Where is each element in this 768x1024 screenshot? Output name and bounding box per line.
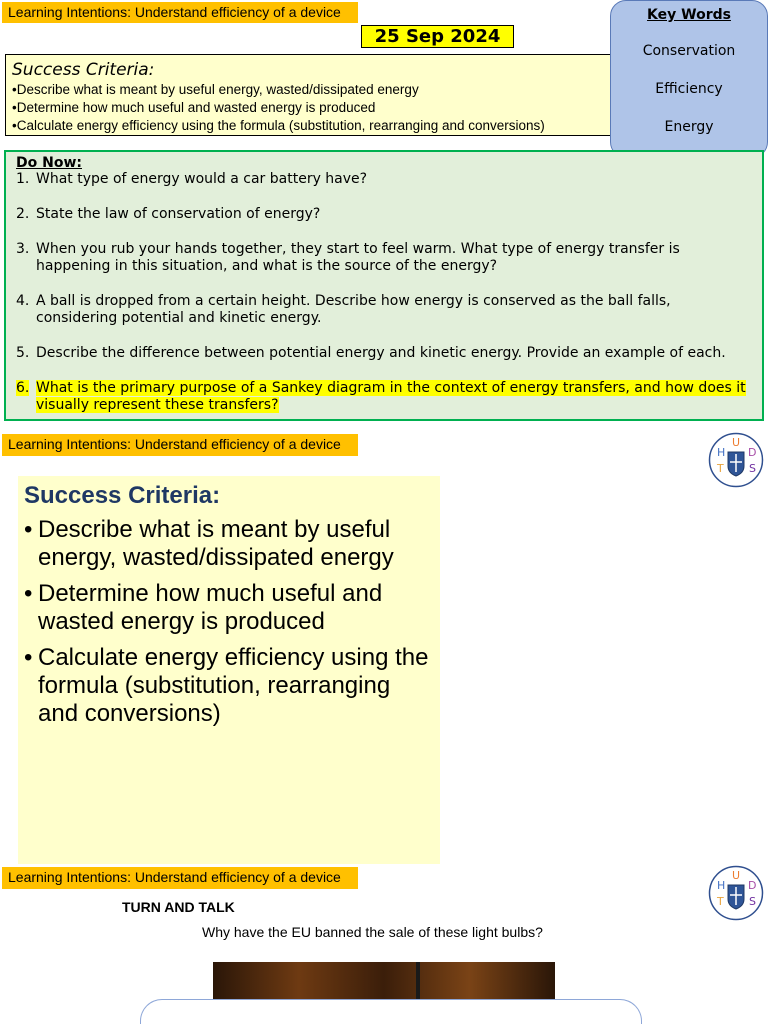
school-logo-icon xyxy=(708,432,764,488)
success-criteria-title: Success Criteria: xyxy=(24,482,221,509)
learning-intention-banner: Learning Intentions: Understand efficiency of a device xyxy=(2,434,358,456)
question-text: What type of energy would a car battery have? xyxy=(36,171,368,187)
do-now-questions xyxy=(16,171,754,414)
success-criteria-item: •Calculate energy efficiency using the formula (substitution, rearranging and conversions) xyxy=(12,118,545,133)
success-criteria-item: •Determine how much useful and wasted energy is produced xyxy=(12,100,376,115)
question-text: When you rub your hands together, they start to feel warm. What type of energy transfer is happening in this situation, and what is the source of the energy? xyxy=(36,241,680,274)
question-number: 3. xyxy=(16,241,30,257)
learning-intention-banner: Learning Intentions: Understand efficiency of a device xyxy=(2,867,358,889)
bullet-icon: • xyxy=(24,516,33,543)
key-word-item: Energy xyxy=(664,119,714,135)
do-now-question xyxy=(16,241,754,275)
success-criteria-text: Calculate energy efficiency using the formula (substitution, rearranging and conversions) xyxy=(38,644,429,727)
question-number: 5. xyxy=(16,345,30,361)
key-words-box xyxy=(610,0,768,158)
do-now-question xyxy=(16,206,754,223)
logo-letter: S xyxy=(749,895,756,908)
key-word-item: Conservation xyxy=(642,43,736,59)
logo-letter: T xyxy=(717,462,724,475)
do-now-question xyxy=(16,171,754,188)
success-criteria-item xyxy=(24,516,434,572)
learning-intention-banner: Learning Intentions: Understand efficiency of a device xyxy=(2,2,358,23)
question-number: 4. xyxy=(16,293,30,309)
light-bulbs-image xyxy=(213,962,555,1002)
logo-letter: H xyxy=(717,446,726,459)
logo-letter: D xyxy=(748,879,757,892)
do-now-title: Do Now: xyxy=(16,155,82,171)
question-number: 2. xyxy=(16,206,30,222)
success-criteria-text: Describe what is meant by useful energy, wasted/dissipated energy xyxy=(38,516,394,571)
do-now-question-highlighted xyxy=(16,380,754,414)
question-number: 1. xyxy=(16,171,30,187)
question-text: Describe the difference between potential energy and kinetic energy. Provide an example of each. xyxy=(36,345,726,361)
bullet-icon: • xyxy=(24,580,33,607)
image-divider xyxy=(416,962,420,1002)
question-number: 6. xyxy=(16,380,30,396)
logo-letter: U xyxy=(732,436,741,449)
logo-letter: U xyxy=(732,869,741,882)
do-now-question xyxy=(16,345,754,362)
logo-letter: D xyxy=(748,446,757,459)
answer-box xyxy=(140,999,642,1024)
success-criteria-text: Determine how much useful and wasted energy is produced xyxy=(38,580,383,635)
question-text: A ball is dropped from a certain height. Describe how energy is conserved as the ball falls, considering potential and kinetic energy. xyxy=(36,293,671,326)
logo-letter: H xyxy=(717,879,726,892)
success-criteria-panel xyxy=(18,476,440,864)
question-text: State the law of conservation of energy? xyxy=(36,206,321,222)
question-text: What is the primary purpose of a Sankey diagram in the context of energy transfers, and how does it visually represent these transfers? xyxy=(36,380,746,413)
success-criteria-item xyxy=(24,644,434,728)
success-criteria-box xyxy=(5,54,611,136)
key-words-title: Key Words xyxy=(647,7,731,23)
date-label: 25 Sep 2024 xyxy=(361,25,514,48)
school-logo-icon xyxy=(708,865,764,921)
success-criteria-list xyxy=(24,516,434,728)
do-now-box xyxy=(4,150,764,421)
success-criteria-item: •Describe what is meant by useful energy, wasted/dissipated energy xyxy=(12,82,419,97)
success-criteria-title: Success Criteria: xyxy=(12,60,155,80)
key-word-item: Efficiency xyxy=(655,81,723,97)
success-criteria-item xyxy=(24,580,434,636)
turn-and-talk-question: Why have the EU banned the sale of these light bulbs? xyxy=(202,924,543,940)
logo-letter: S xyxy=(749,462,756,475)
do-now-question xyxy=(16,293,754,327)
logo-letter: T xyxy=(717,895,724,908)
turn-and-talk-heading: TURN AND TALK xyxy=(122,899,235,915)
bullet-icon: • xyxy=(24,644,33,671)
